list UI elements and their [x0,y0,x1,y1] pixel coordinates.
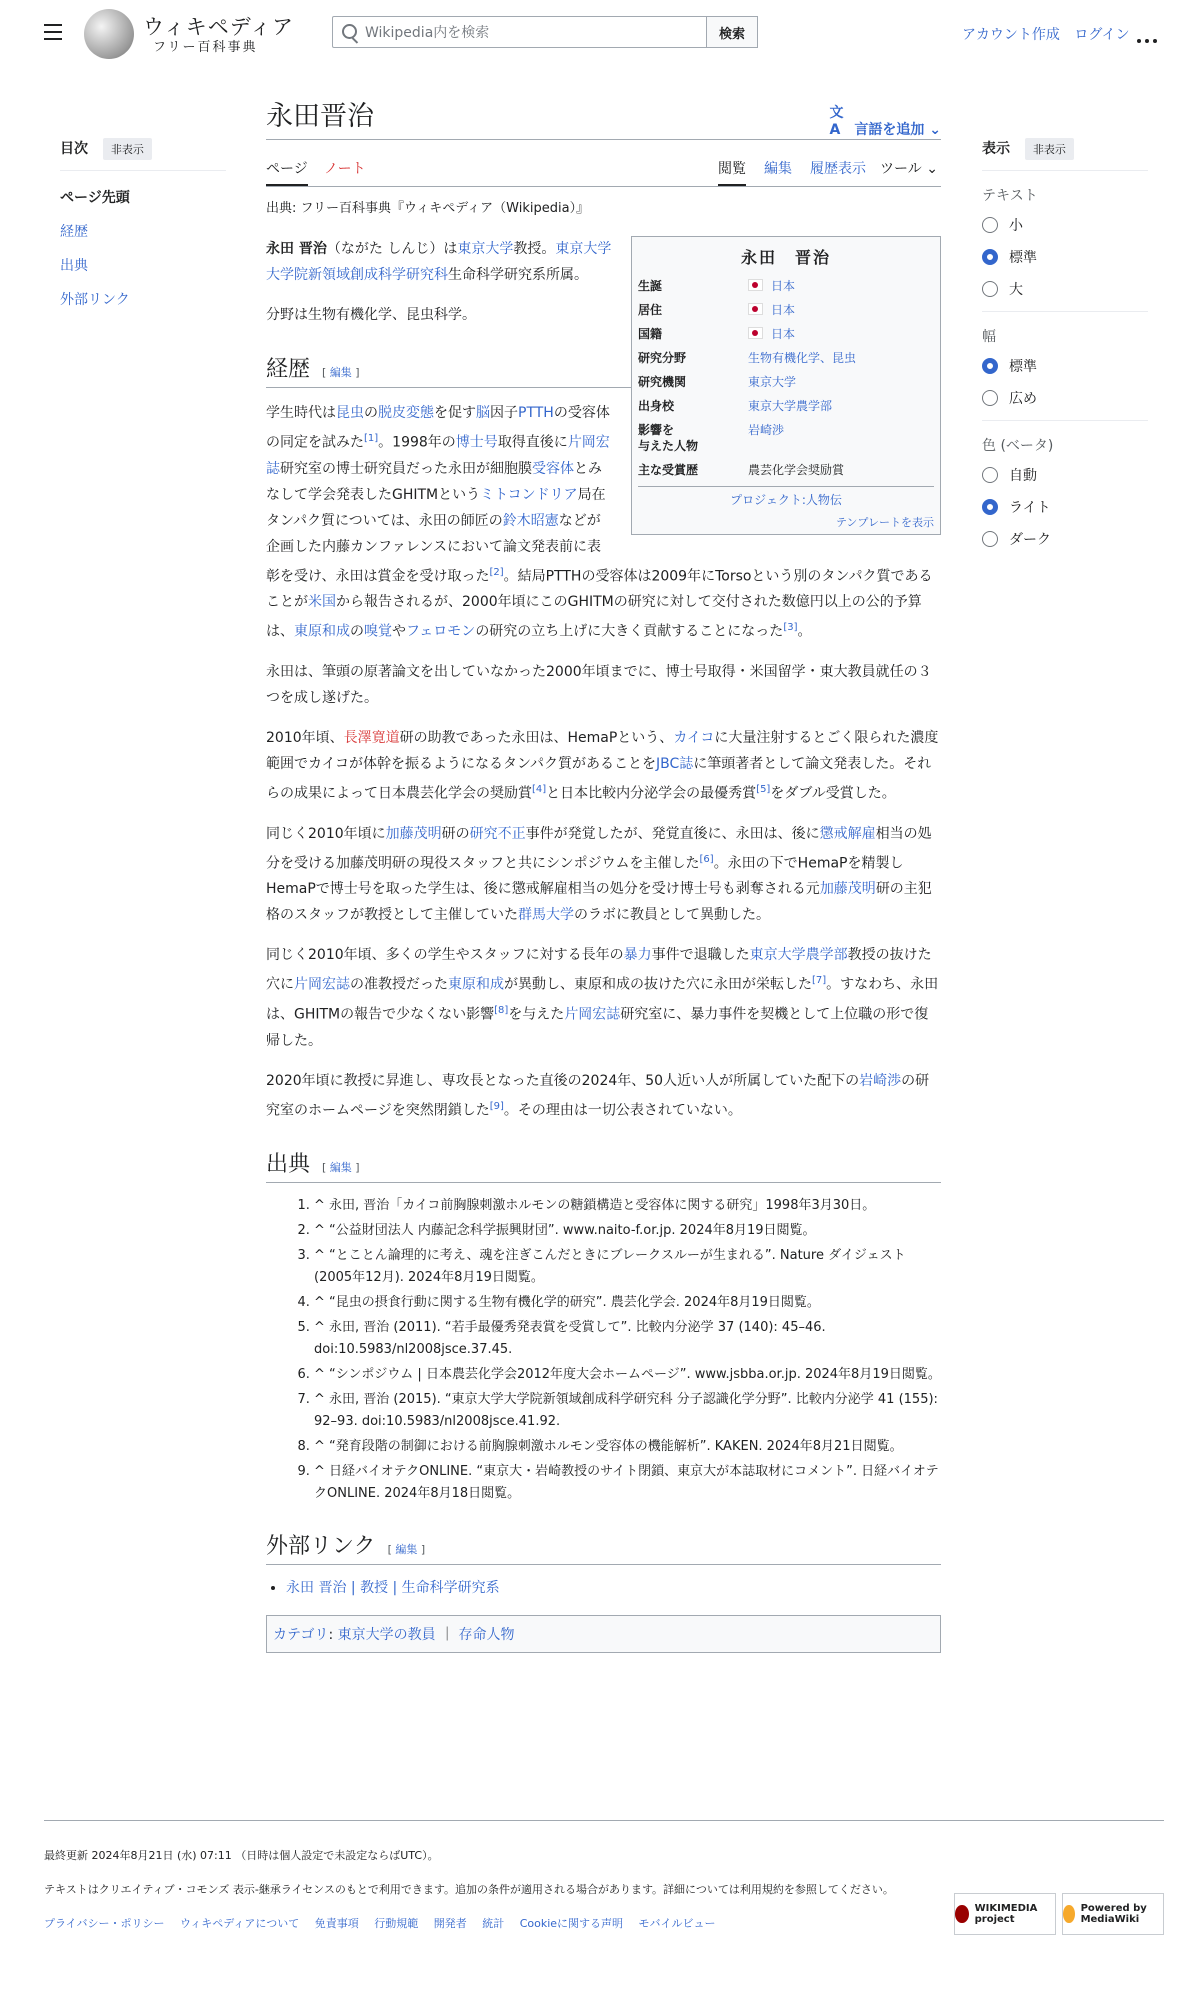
radio-selected-icon[interactable] [982,358,998,374]
link[interactable]: 岩崎渉 [859,1072,902,1089]
search-icon [342,24,357,39]
toc-hide-button[interactable]: 非表示 [103,138,152,160]
external-links-list [266,1577,941,1597]
japan-flag-icon [748,327,763,339]
category-link[interactable]: 東京大学の教員 [337,1627,436,1644]
table-of-contents [60,138,226,323]
add-languages-label: 言語を追加 [854,122,925,138]
page-title: 永田晋治 [266,94,941,140]
tools-label: ツール [880,161,922,177]
infobox-key: 研究機関 [638,375,687,389]
career-paragraph: 2010年頃、長澤寛道研の助教であった永田は、HemaPという、カイコに大量注射するとごく限られた濃度範囲でカイコが体幹を振るようになるタンパク質があることをJBC誌に筆頭著者として論文発表した。それらの成果によって日本農芸化学会の奨励賞[4]と日本比較内分泌学会の最優秀賞[5]をダブル受賞した。 [266,729,939,802]
last-edited: 最終更新 2024年8月21日 (水) 07:11 （日時は個人設定で未設定ならばUTC）。 [44,1849,439,1862]
logo-wordmark[interactable]: ウィキペディア [143,15,295,39]
edit-section-link[interactable]: 編集 [329,1161,352,1175]
appearance-panel [982,138,1148,561]
link[interactable]: 東京大学 [457,241,514,257]
infobox-key: 生誕 [638,279,663,293]
lead-paragraph: 永田 晋治（ながた しんじ）は東京大学教授。東京大学大学院新領域創成科学研究科生命科学研究系所属。 [266,241,612,283]
text-size-small[interactable] [982,215,1148,235]
footer-link[interactable]: ウィキペディアについて [179,1917,300,1930]
page-tabs [266,154,941,187]
toc-heading [60,138,226,171]
wikimedia-logo-icon [955,1905,969,1923]
color-light[interactable] [982,497,1148,517]
infobox-value-link[interactable]: 日本 [771,303,796,317]
career-paragraph: 永田は、筆頭の原著論文を出していなかった2000年頃までに、博士号取得・米国留学・東大教員就任の３つを成し遂げた。 [266,663,932,706]
language-icon: 文A [829,105,844,138]
add-languages-button[interactable] [830,102,941,139]
infobox-value-link[interactable]: 日本 [771,327,796,341]
career-paragraph: 学生時代は昆虫の脱皮変態を促す脳因子PTTHの受容体の同定を試みた[1]。1998年の博士号取得直後に片岡宏誌研究室の博士研究員だった永田が細胞膜受容体とみなして学会発表したGHITMというミトコンドリア局在タンパク質については、永田の師匠の鈴木昭憲などが企画した内藤カンファレンスにおいて論文発表前に表彰を受け、永田は賞金を受け取った[2]。結局PTTHの受容体は2009年にTorsoという別のタンパク質であることが米国から報告されるが、2000年頃にこのGHITMの研究に対して交付された数億円以上の公的予算は、東原和成の嗅覚やフェロモンの研究の立ち上げに大きく貢献することになった[3]。 [266,405,933,640]
search-box [332,16,758,48]
link[interactable]: フェロモン [406,623,476,640]
mediawiki-logo-icon [1063,1905,1075,1923]
link[interactable]: ミトコンドリア [480,486,578,503]
infobox-key: 主な受賞歴 [638,463,699,477]
project-link[interactable]: プロジェクト:人物伝 [730,493,842,507]
width-label: 幅 [982,329,996,345]
radio-label: 大 [1009,282,1023,298]
infobox-value: 農芸化学会奨励賞 [748,463,845,477]
account-links [962,24,1140,44]
radio-icon[interactable] [982,467,998,483]
radio-label: 自動 [1009,468,1037,484]
infobox-title: 永田 晋治 [740,248,831,267]
wikipedia-globe-logo[interactable] [84,9,134,59]
search-input[interactable] [363,20,697,46]
link[interactable]: 片岡宏誌 [564,1006,621,1023]
header [0,0,1200,66]
infobox-value-link[interactable]: 東京大学 [748,375,797,389]
reference-item[interactable]: 9. ^ 日経バイオテクONLINE. “東京大・岩崎教授のサイト閉鎖、東京大が本誌取材にコメント”. 日経バイオテクONLINE. 2024年8月18日閲覧。 [314,1461,941,1505]
article [266,94,941,1653]
badge-text: WIKIMEDIA project [974,1903,1038,1925]
appearance-hide-button[interactable]: 非表示 [1025,138,1074,160]
badge-text: Powered by MediaWiki [1080,1903,1147,1925]
radio-label: ライト [1009,500,1051,516]
category-box: カテゴリ: 東京大学の教員 ｜ 存命人物 [266,1615,941,1653]
section-career: 経歴 [ 編集 ] [266,352,941,388]
japan-flag-icon [748,303,763,315]
infobox-value-link[interactable]: 生物有機化学、昆虫 [748,351,857,365]
toc-item-career[interactable]: 経歴 [60,224,88,240]
tab-tools[interactable] [880,158,938,178]
reference-item[interactable]: 6. ^ “シンポジウム | 日本農芸化学会2012年度大会ホームページ”. www.jsbba.or.jp. 2024年8月19日閲覧。 [314,1364,941,1386]
link[interactable]: 脱皮変態 [378,405,434,421]
radio-label: 小 [1009,218,1023,234]
reference-item[interactable]: 5. ^ 永田, 晋治 (2011). “若手最優秀発表賞を受賞して”. 比較内分泌学 37 (140): 45–46. doi:10.5983/nl2008jsce.37.45. [314,1317,941,1361]
footer-link[interactable]: モバイルビュー [638,1917,716,1930]
show-template-link[interactable]: テンプレートを表示 [835,516,934,529]
link[interactable]: 東京大学農学部 [749,947,848,964]
infobox-key: 影響を 与えた人物 [638,423,699,453]
tab-read[interactable]: 閲覧 [718,158,746,186]
link[interactable]: 米国 [308,594,336,611]
link[interactable]: PTTH [518,405,554,421]
wikimedia-badge[interactable] [954,1893,1056,1935]
text-size-large[interactable] [982,279,1148,299]
radio-icon[interactable] [982,281,998,297]
radio-selected-icon[interactable] [982,499,998,515]
width-wide[interactable] [982,388,1148,408]
radio-icon[interactable] [982,390,998,406]
menu-icon[interactable] [44,24,62,40]
link[interactable]: カイコ [673,729,715,746]
search-button[interactable]: 検索 [706,16,758,48]
link[interactable]: 群馬大学 [518,907,574,924]
reference-item[interactable]: 2. ^ “公益財団法人 内藤記念科学振興財団”. www.naito-f.or.jp. 2024年8月19日閲覧。 [314,1220,941,1242]
link[interactable]: 東京大学大学院新領域創成科学研究科 [266,241,612,283]
link[interactable]: 片岡宏誌 [266,434,610,477]
footer-link[interactable]: Cookieに関する声明 [519,1917,624,1930]
toc-title: 目次 [60,141,88,157]
radio-icon[interactable] [982,217,998,233]
radio-icon[interactable] [982,531,998,547]
text-size-label: テキスト [982,188,1038,204]
category-link[interactable]: 存命人物 [458,1627,515,1644]
japan-flag-icon [748,279,763,291]
more-options-icon[interactable] [1137,31,1161,37]
infobox [631,236,941,535]
link[interactable]: 東原和成 [448,976,504,993]
section-references: 出典 [ 編集 ] [266,1147,941,1183]
external-link[interactable]: 永田 晋治 | 教授 | 生命科学研究系 [286,1580,500,1597]
mediawiki-badge[interactable] [1062,1893,1164,1935]
text-size-standard[interactable] [982,247,1148,267]
link[interactable]: 東原和成 [294,623,350,640]
appearance-heading [982,138,1148,171]
radio-label: 広め [1009,391,1037,407]
tab-history[interactable]: 履歴表示 [810,161,866,177]
infobox-value-link[interactable]: 東京大学農学部 [748,399,833,413]
link[interactable]: 加藤茂明 [385,825,442,842]
radio-selected-icon[interactable] [982,249,998,265]
link[interactable]: 博士号 [455,434,498,451]
categories-label[interactable]: カテゴリ [273,1627,329,1644]
chevron-down-icon: ⌄ [929,122,941,138]
radio-label: ダーク [1009,532,1051,548]
link[interactable]: 加藤茂明 [819,881,876,898]
field-paragraph: 分野は生物有機化学、昆虫科学。 [266,307,476,323]
link[interactable]: 研究不正 [469,825,526,842]
references-list [266,1195,941,1505]
footer-link[interactable]: 免責事項 [314,1917,359,1930]
link[interactable]: 暴力 [623,947,652,964]
width-standard[interactable] [982,356,1148,376]
link[interactable]: 懲戒解雇 [819,825,876,842]
infobox-value-link[interactable]: 日本 [771,279,796,293]
chevron-down-icon: ⌄ [926,161,938,177]
footer-link[interactable]: 行動規範 [374,1917,419,1930]
link[interactable]: JBC誌 [656,755,694,772]
link[interactable]: 鈴木昭憲 [502,512,559,529]
footer-link[interactable]: 開発者 [433,1917,467,1930]
toc-item-top[interactable]: ページ先頭 [60,190,130,206]
infobox-value-link[interactable]: 岩崎渉 [748,423,785,437]
infobox-key: 国籍 [638,327,663,341]
career-paragraph: 同じく2010年頃に加藤茂明研の研究不正事件が発覚したが、発覚直後に、永田は、後に懲戒解雇相当の処分を受ける加藤茂明研の現役スタッフと共にシンポジウムを主催した[6]。永田の下でHemaPを精製しHemaPで博士号を取った学生は、後に懲戒解雇相当の処分を受け博士号も剥奪される元加藤茂明研の主犯格のスタッフが教授として主催していた群馬大学のラボに教員として異動した。 [266,825,932,924]
career-paragraph: 同じく2010年頃、多くの学生やスタッフに対する長年の暴力事件で退職した東京大学農学部教授の抜けた穴に片岡宏誌の准教授だった東原和成が異動し、東原和成の抜けた穴に永田が栄転した[7]。すなわち、永田は、GHITMの報告で少なくない影響[8]を与えた片岡宏誌研究室に、暴力事件を契機として上位職の形で復帰した。 [266,947,939,1049]
create-account-link[interactable]: アカウント作成 [962,27,1060,43]
link[interactable]: 片岡宏誌 [294,976,350,993]
color-dark[interactable] [982,529,1148,549]
reference-item[interactable]: 8. ^ “発育段階の制御における前胸腺刺激ホルモン受容体の機能解析”. KAKEN. 2024年8月21日閲覧。 [314,1436,941,1458]
toc-item-external-links[interactable]: 外部リンク [60,292,130,308]
login-link[interactable]: ログイン [1074,27,1130,43]
infobox-key: 居住 [638,303,663,317]
footer-link[interactable]: プライバシー・ポリシー [44,1917,165,1930]
reference-item[interactable]: 3. ^ “とことん論理的に考え、魂を注ぎこんだときにブレークスルーが生まれる”. Nature ダイジェスト (2005年12月). 2024年8月19日閲覧。 [314,1245,941,1289]
footer-link[interactable]: 統計 [482,1917,505,1930]
link[interactable]: 嗅覚 [364,623,392,640]
color-label: 色 (ベータ) [982,438,1054,454]
logo-tagline: フリー百科事典 [153,40,258,55]
edit-section-link[interactable]: 編集 [395,1543,418,1557]
infobox-key: 出身校 [638,399,675,413]
tab-page[interactable]: ページ [266,158,308,186]
reference-item[interactable]: 4. ^ “昆虫の摂食行動に関する生物有機化学的研究”. 農芸化学会. 2024年8月19日閲覧。 [314,1292,941,1314]
tab-talk[interactable]: ノート [324,161,366,177]
color-auto[interactable] [982,465,1148,485]
section-external-links: 外部リンク [ 編集 ] [266,1529,941,1565]
footer [44,1820,1164,1931]
link[interactable]: 昆虫 [336,405,364,421]
radio-label: 標準 [1009,250,1037,266]
career-paragraph: 2020年頃に教授に昇進し、専攻長となった直後の2024年、50人近い人が所属していた配下の岩崎渉の研究室のホームページを突然閉鎖した[9]。その理由は一切公表されていない。 [266,1072,930,1119]
infobox-key: 研究分野 [638,351,687,365]
tab-edit[interactable]: 編集 [764,161,792,177]
reference-item[interactable]: 1. ^ 永田, 晋治「カイコ前胸腺刺激ホルモンの糖鎖構造と受容体に関する研究」1998年3月30日。 [314,1195,941,1217]
reference-item[interactable]: 7. ^ 永田, 晋治 (2015). “東京大学大学院新領域創成科学研究科 分子認識化学分野”. 比較内分泌学 41 (155): 92–93. doi:10.5983/nl2008jsce.41.92. [314,1389,941,1433]
link[interactable]: 受容体 [532,460,574,477]
appearance-title: 表示 [982,141,1010,157]
toc-item-references[interactable]: 出典 [60,258,88,274]
license-text: テキストはクリエイティブ・コモンズ 表示-継承ライセンスのもとで利用できます。追加の条件が適用される場合があります。詳細については利用規約を参照してください。 [44,1883,894,1896]
from-line: 出典: フリー百科事典『ウィキペディア（Wikipedia）』 [266,201,590,216]
link[interactable]: 脳 [476,405,490,421]
edit-section-link[interactable]: 編集 [329,366,352,379]
radio-label: 標準 [1009,359,1037,375]
